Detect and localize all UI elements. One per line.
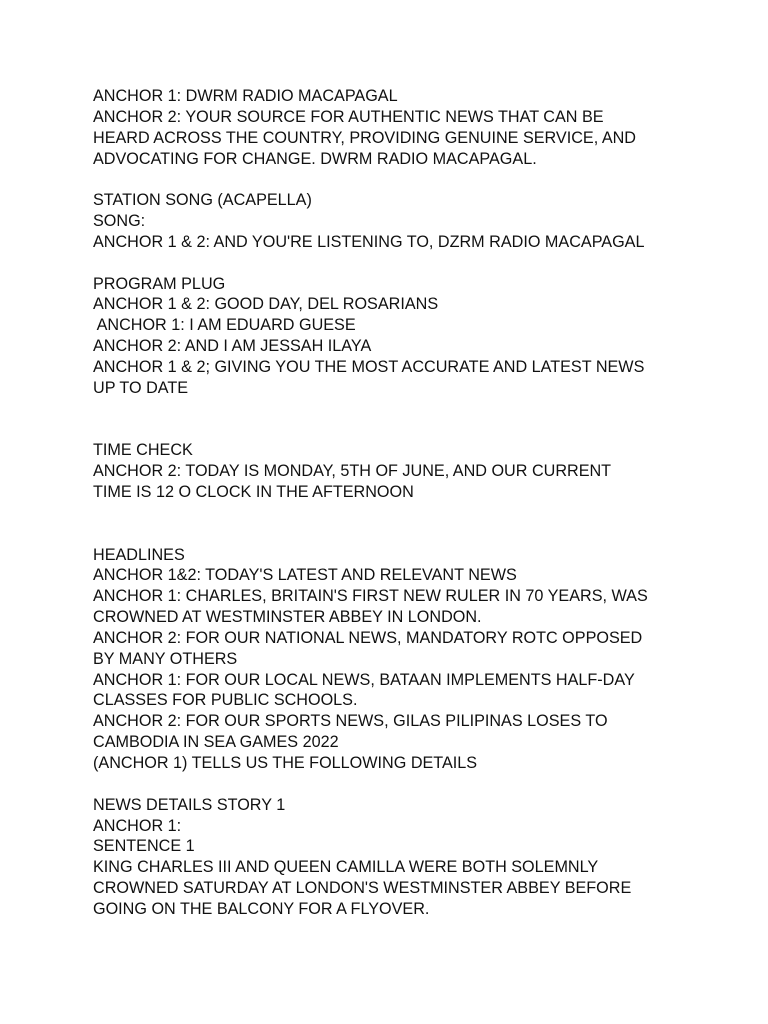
section-heading-news-details: NEWS DETAILS STORY 1	[93, 795, 286, 814]
script-line: HEARD ACROSS THE COUNTRY, PROVIDING GENUINE SERVICE, AND	[93, 128, 636, 147]
script-line: CLASSES FOR PUBLIC SCHOOLS.	[93, 691, 358, 710]
script-line: ANCHOR 1: CHARLES, BRITAIN'S FIRST NEW RULER IN 70 YEARS, WAS	[93, 587, 648, 606]
script-line: CROWNED AT WESTMINSTER ABBEY IN LONDON.	[93, 608, 482, 627]
script-line: ANCHOR 1: I AM EDUARD GUESE	[93, 316, 356, 335]
blank-line	[93, 774, 693, 795]
section-heading-program-plug: PROGRAM PLUG	[93, 274, 226, 293]
blank-line	[93, 420, 693, 441]
blank-line	[93, 503, 693, 524]
script-line: ANCHOR 1 & 2; GIVING YOU THE MOST ACCURATE AND LATEST NEWS	[93, 357, 645, 376]
script-line: CROWNED SATURDAY AT LONDON'S WESTMINSTER ABBEY BEFORE	[93, 879, 632, 898]
script-line: ANCHOR 2: TODAY IS MONDAY, 5TH OF JUNE, AND OUR CURRENT	[93, 462, 612, 481]
script-line: SENTENCE 1	[93, 837, 195, 856]
script-line: CAMBODIA IN SEA GAMES 2022	[93, 733, 339, 752]
section-heading-station-song: STATION SONG (ACAPELLA)	[93, 191, 312, 210]
blank-line	[93, 524, 693, 545]
script-line: GOING ON THE BALCONY FOR A FLYOVER.	[93, 899, 430, 918]
script-line: ADVOCATING FOR CHANGE. DWRM RADIO MACAPAGAL.	[93, 149, 537, 168]
script-line: TIME IS 12 O CLOCK IN THE AFTERNOON	[93, 483, 414, 502]
script-line: ANCHOR 1: DWRM RADIO MACAPAGAL	[93, 87, 398, 105]
script-line: ANCHOR 1:	[93, 816, 182, 835]
section-heading-headlines: HEADLINES	[93, 545, 185, 564]
script-line: ANCHOR 2: FOR OUR NATIONAL NEWS, MANDATORY ROTC OPPOSED	[93, 628, 643, 647]
script-line: ANCHOR 1: FOR OUR LOCAL NEWS, BATAAN IMPLEMENTS HALF-DAY	[93, 670, 635, 689]
blank-line	[93, 399, 693, 420]
script-line: (ANCHOR 1) TELLS US THE FOLLOWING DETAILS	[93, 754, 478, 772]
script-body	[93, 86, 693, 920]
script-line: ANCHOR 1 & 2: AND YOU'RE LISTENING TO, DZRM RADIO MACAPAGAL	[93, 232, 645, 251]
script-line: ANCHOR 1 & 2: GOOD DAY, DEL ROSARIANS	[93, 295, 439, 314]
script-line: UP TO DATE	[93, 378, 189, 397]
script-line: ANCHOR 2: AND I AM JESSAH ILAYA	[93, 337, 372, 356]
blank-line	[93, 169, 693, 190]
script-line: ANCHOR 2: YOUR SOURCE FOR AUTHENTIC NEWS THAT CAN BE	[93, 107, 604, 126]
script-line: BY MANY OTHERS	[93, 649, 238, 668]
script-line: ANCHOR 1&2: TODAY'S LATEST AND RELEVANT NEWS	[93, 566, 517, 585]
script-line: KING CHARLES III AND QUEEN CAMILLA WERE BOTH SOLEMNLY	[93, 858, 599, 877]
section-heading-time-check: TIME CHECK	[93, 441, 193, 460]
script-line: SONG:	[93, 212, 146, 231]
script-line: ANCHOR 2: FOR OUR SPORTS NEWS, GILAS PILIPINAS LOSES TO	[93, 712, 608, 731]
blank-line	[93, 253, 693, 274]
